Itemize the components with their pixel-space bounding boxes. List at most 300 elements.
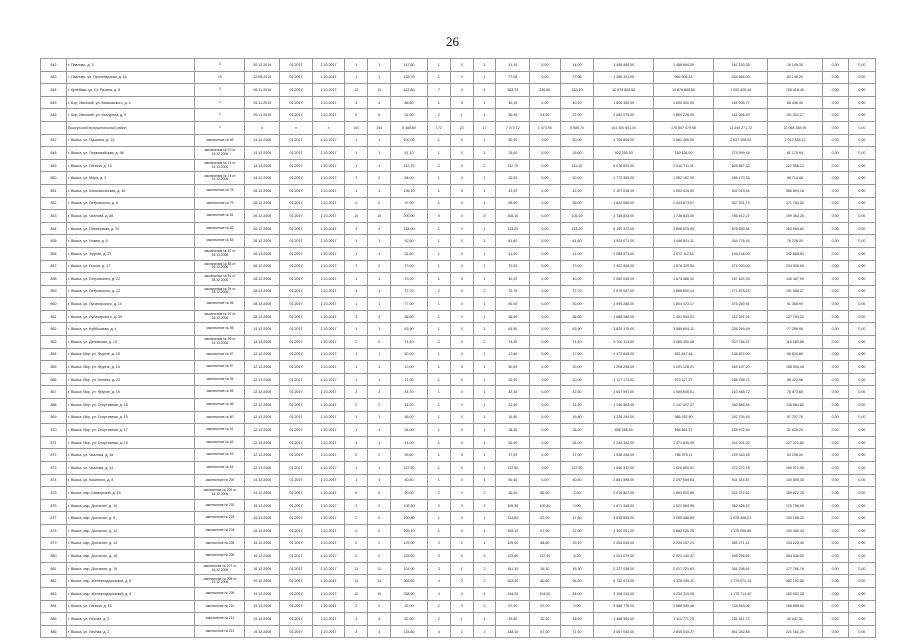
table-cell: 0,00 bbox=[530, 235, 560, 248]
table-cell: 1 bbox=[427, 197, 450, 210]
table-cell: 88,80 bbox=[530, 537, 560, 550]
table-cell: 0,00 bbox=[822, 537, 848, 550]
table-cell: 36,60 bbox=[560, 310, 594, 323]
table-cell: 01.2017 bbox=[280, 96, 313, 109]
table-cell: 2 bbox=[368, 550, 391, 563]
table-cell: г. Выкса, мкр. Досчатое, д. 19 bbox=[67, 562, 195, 575]
table-cell: 1 820 086,00 bbox=[594, 197, 654, 210]
table-cell: 1 866 800,14 bbox=[654, 285, 714, 298]
table-cell: 0,00 bbox=[822, 159, 848, 172]
table-row bbox=[41, 260, 876, 273]
table-cell: заключение № 61 bbox=[195, 424, 245, 437]
table-cell: 1 201 126,21 bbox=[654, 361, 714, 374]
table-cell: 1 bbox=[345, 134, 368, 147]
table-row bbox=[41, 424, 876, 437]
table-cell: 14.12.2006 bbox=[245, 323, 280, 336]
table-cell: 786 912,27 bbox=[713, 210, 767, 223]
table-cell: 01.2017 bbox=[280, 197, 313, 210]
table-cell: 1 226 294,00 bbox=[594, 411, 654, 424]
table-cell: 77,90 bbox=[391, 298, 428, 311]
table-row bbox=[41, 399, 876, 412]
table-cell: г. Выкса, Мкр. ул. Фрунзе, д. 15 bbox=[67, 348, 195, 361]
table-cell: 70,00 bbox=[391, 260, 428, 273]
table-cell: г. Выкса, ул. Ленина, д. 15 bbox=[67, 600, 195, 613]
table-cell: 3,50 bbox=[560, 487, 594, 500]
table-cell: 1 175 714,42 bbox=[713, 587, 767, 600]
table-cell: 01.2017 bbox=[280, 512, 313, 525]
table-cell: 879 bbox=[41, 537, 67, 550]
table-cell: 20,00 bbox=[560, 373, 594, 386]
table-cell: 12.08.2019 bbox=[245, 71, 280, 84]
table-cell: 1 080 606,51 bbox=[654, 386, 714, 399]
table-cell: 114,80 bbox=[496, 512, 530, 525]
table-cell: заключение № 206 bbox=[195, 550, 245, 563]
table-cell: 1 bbox=[473, 386, 496, 399]
table-cell: 2 234 157,21 bbox=[654, 537, 714, 550]
table-cell: 37,00 bbox=[560, 449, 594, 462]
table-cell: 01.2017 bbox=[280, 210, 313, 223]
table-row bbox=[41, 147, 876, 160]
table-cell: 1.10.2017 bbox=[312, 298, 345, 311]
table-cell: заключение № 203 bbox=[195, 512, 245, 525]
table-cell: 2 227 038,00 bbox=[594, 562, 654, 575]
table-cell: 0,00 bbox=[530, 59, 560, 72]
table-cell: 1.10.2017 bbox=[312, 587, 345, 600]
table-cell: 1 bbox=[427, 524, 450, 537]
table-row bbox=[41, 197, 876, 210]
table-cell: 90,00 bbox=[391, 487, 428, 500]
table-cell: 26.12.2006 bbox=[245, 184, 280, 197]
table-cell: 50,00 bbox=[560, 134, 594, 147]
table-cell: 0,00 bbox=[848, 411, 875, 424]
table-cell: 1 bbox=[473, 71, 496, 84]
table-cell: г. Бор, Минский, ул. Мичурина, д. 9 bbox=[67, 109, 195, 122]
table-cell: заключение № 209 bbox=[195, 587, 245, 600]
table-cell: заключение № 76 bbox=[195, 184, 245, 197]
table-cell: 1 bbox=[368, 273, 391, 286]
table-cell: 100,80 bbox=[391, 512, 428, 525]
table-row bbox=[41, 336, 876, 349]
table-cell: 5 588,70 bbox=[560, 121, 594, 134]
table-cell: 60,40 bbox=[391, 474, 428, 487]
table-cell: 4 bbox=[473, 587, 496, 600]
table-cell: г. Выкса, Мкр. ул. Спортивная, д. 15 bbox=[67, 411, 195, 424]
table-cell: 4 bbox=[368, 222, 391, 235]
table-cell: 2 012 835,12 bbox=[768, 134, 822, 147]
table-cell: 20,00 bbox=[496, 373, 530, 386]
table-cell: 863 bbox=[41, 336, 67, 349]
table-cell: 1.10.2017 bbox=[312, 487, 345, 500]
table-cell: 30,00 bbox=[560, 172, 594, 185]
table-cell: 10,00 bbox=[391, 361, 428, 374]
table-cell: 12.12.2006 bbox=[245, 373, 280, 386]
table-cell: 26.11.2019 bbox=[245, 109, 280, 122]
table-cell: заключение № 64 bbox=[195, 462, 245, 475]
table-row bbox=[41, 512, 876, 525]
table-cell: 50,00 bbox=[391, 348, 428, 361]
table-cell: 2 254 045,00 bbox=[594, 537, 654, 550]
table-cell: 340 885,44 bbox=[713, 399, 767, 412]
table-cell: 2 bbox=[450, 537, 473, 550]
table-cell: 1 286 431,00 bbox=[594, 71, 654, 84]
table-cell: 1.10.2017 bbox=[312, 336, 345, 349]
table-cell: 1.10.2017 bbox=[312, 84, 345, 97]
table-row bbox=[41, 96, 876, 109]
table-cell: 3 067 040,00 bbox=[594, 625, 654, 638]
table-cell: 0,00 bbox=[822, 285, 848, 298]
table-cell: 0,00 bbox=[848, 84, 875, 97]
table-cell: 17 bbox=[473, 121, 496, 134]
table-cell: 1 bbox=[427, 361, 450, 374]
table-cell: 2 862 026,26 bbox=[654, 524, 714, 537]
table-cell: 3 bbox=[368, 386, 391, 399]
table-cell: 1 bbox=[427, 71, 450, 84]
table-cell: 1.10.2017 bbox=[312, 134, 345, 147]
table-cell: 3 080 604,11 bbox=[654, 323, 714, 336]
table-cell: 113,20 bbox=[496, 222, 530, 235]
table-cell: 98 714,46 bbox=[768, 172, 822, 185]
table-cell: 19.12.2006 bbox=[245, 587, 280, 600]
table-cell: 104,50 bbox=[530, 587, 560, 600]
table-cell: 0,00 bbox=[848, 575, 875, 588]
table-cell: 117,50 bbox=[391, 462, 428, 475]
table-cell: 1 bbox=[473, 247, 496, 260]
table-cell: 1 978 406,21 bbox=[713, 512, 767, 525]
table-cell: 0,00 bbox=[822, 499, 848, 512]
table-cell: 1 bbox=[368, 134, 391, 147]
table-cell: 2 bbox=[368, 524, 391, 537]
table-cell: 1 bbox=[368, 323, 391, 336]
table-cell: 41,00 bbox=[560, 247, 594, 260]
table-cell: 01.2017 bbox=[280, 436, 313, 449]
table-cell: 0,00 bbox=[822, 474, 848, 487]
table-cell: г. Выкса, мкр. Досчатое, д. 5 bbox=[67, 512, 195, 525]
table-cell: 2 bbox=[427, 109, 450, 122]
resettlement-table bbox=[40, 58, 876, 638]
table-row bbox=[41, 247, 876, 260]
table-cell: 236,80 bbox=[530, 84, 560, 97]
table-cell: 1 bbox=[195, 96, 245, 109]
table-cell: 14 bbox=[368, 575, 391, 588]
table-cell: 1.10.2017 bbox=[312, 159, 345, 172]
table-cell: 0,00 bbox=[822, 109, 848, 122]
table-cell: г. Выкса, Мкр. ул. Фрунзе, д. 15 bbox=[67, 361, 195, 374]
table-cell: 1.10.2017 bbox=[312, 411, 345, 424]
table-cell: 1.10.2017 bbox=[312, 512, 345, 525]
table-cell: 36,30 bbox=[530, 562, 560, 575]
table-cell: 97,50 bbox=[391, 197, 428, 210]
table-cell: 970 117,37 bbox=[654, 373, 714, 386]
table-cell: заключение № 63 bbox=[195, 449, 245, 462]
table-cell: 0 bbox=[450, 71, 473, 84]
table-cell: 0,00 bbox=[848, 550, 875, 563]
table-cell: 63,90 bbox=[560, 323, 594, 336]
table-cell: 16,80 bbox=[496, 411, 530, 424]
table-cell: 451 847,46 bbox=[654, 348, 714, 361]
table-cell: г. Выкса, ул. Чкалова, д. 14 bbox=[67, 462, 195, 475]
table-cell: 1.10.2017 bbox=[312, 273, 345, 286]
table-row bbox=[41, 613, 876, 626]
table-cell: 0,00 bbox=[530, 147, 560, 160]
table-cell: 112,70 bbox=[391, 159, 428, 172]
table-cell: 2 bbox=[368, 260, 391, 273]
table-cell: 80,80 bbox=[530, 575, 560, 588]
table-cell: 12.12.2006 bbox=[245, 462, 280, 475]
table-cell: 96,20 bbox=[560, 575, 594, 588]
table-cell: г. Выкса, ул. Островского, д. 12 bbox=[67, 285, 195, 298]
table-cell: 4 bbox=[345, 96, 368, 109]
table-cell: 0,00 bbox=[822, 197, 848, 210]
table-cell: 01.2017 bbox=[280, 474, 313, 487]
table-cell: 1.10.2017 bbox=[312, 96, 345, 109]
table-cell: 3 bbox=[427, 537, 450, 550]
table-cell: 10 bbox=[368, 587, 391, 600]
table-cell: 37,00 bbox=[496, 449, 530, 462]
table-cell: 26.12.2006 bbox=[245, 247, 280, 260]
table-cell: 1.10.2017 bbox=[312, 386, 345, 399]
table-cell: 2 bbox=[427, 487, 450, 500]
table-cell: 3 bbox=[473, 550, 496, 563]
table-cell: 54,00 bbox=[560, 436, 594, 449]
table-cell: 2 bbox=[345, 449, 368, 462]
table-cell: 1 bbox=[368, 159, 391, 172]
table-cell: 176 756,05 bbox=[768, 499, 822, 512]
table-cell: г. Выкса, ул. Луначарского, д. 14 bbox=[67, 298, 195, 311]
table-cell: 850 bbox=[41, 172, 67, 185]
table-cell: 1.10.2017 bbox=[312, 613, 345, 626]
table-cell: 01.2017 bbox=[280, 235, 313, 248]
table-cell: 77,08 bbox=[496, 71, 530, 84]
table-cell: 2 bbox=[427, 159, 450, 172]
table-cell: 0,00 bbox=[822, 348, 848, 361]
table-cell: 1 bbox=[473, 197, 496, 210]
table-cell: 29,10 bbox=[560, 537, 594, 550]
table-cell: 1 bbox=[368, 298, 391, 311]
table-cell: 303,40 bbox=[496, 575, 530, 588]
table-cell: 36,60 bbox=[496, 310, 530, 323]
table-cell: 2 bbox=[450, 575, 473, 588]
table-cell: 3 806 875,45 bbox=[654, 222, 714, 235]
table-cell: заключение № 96 bbox=[195, 298, 245, 311]
table-cell: 0,00 bbox=[530, 310, 560, 323]
table-cell: 16.12.2006 bbox=[245, 562, 280, 575]
table-cell: 199 363,26 bbox=[768, 210, 822, 223]
table-cell: 0 bbox=[450, 260, 473, 273]
table-cell: 74,40 bbox=[391, 336, 428, 349]
table-cell: 101,90 bbox=[391, 562, 428, 575]
table-cell: 01.2017 bbox=[280, 613, 313, 626]
table-cell: заключение № 55 bbox=[195, 386, 245, 399]
table-cell: 67,00 bbox=[530, 512, 560, 525]
table-cell: 01.2017 bbox=[280, 260, 313, 273]
table-cell: 0,00 bbox=[848, 373, 875, 386]
table-cell: 1 bbox=[427, 147, 450, 160]
table-cell: 105,30 bbox=[391, 499, 428, 512]
table-cell: заключение № 62 bbox=[195, 436, 245, 449]
table-cell: 0,00 bbox=[822, 147, 848, 160]
table-cell: 1.10.2017 bbox=[312, 147, 345, 160]
table-cell: г. Выкса, мкр. Досчатое, д. 12 bbox=[67, 524, 195, 537]
table-cell: 1 021 564,95 bbox=[654, 499, 714, 512]
table-cell: 8 488,80 bbox=[391, 121, 428, 134]
table-row bbox=[41, 222, 876, 235]
table-cell: г. Выкса, ул. Пионерская, д. 70 bbox=[67, 222, 195, 235]
resettlement-table-sheet bbox=[40, 58, 876, 638]
table-cell: 62 146,20 bbox=[768, 71, 822, 84]
table-cell: 2 bbox=[368, 537, 391, 550]
table-cell: г. Выкса, ул. Лесная, д. 2 bbox=[67, 613, 195, 626]
table-cell: 28.12.2006 bbox=[245, 310, 280, 323]
table-cell: 168 500,48 bbox=[768, 361, 822, 374]
table-cell: 1 770 574,13 bbox=[713, 575, 767, 588]
table-cell: 0 bbox=[450, 285, 473, 298]
table-cell: 969 306,43 bbox=[654, 71, 714, 84]
table-cell: 100 bbox=[345, 121, 368, 134]
table-cell: 1 458 684,00 bbox=[654, 59, 714, 72]
table-cell: 55,60 bbox=[391, 449, 428, 462]
table-cell: 1 bbox=[345, 71, 368, 84]
table-cell: 1 bbox=[427, 134, 450, 147]
table-cell: 1.10.2017 bbox=[312, 222, 345, 235]
table-cell: г. Выкса, ул. Мира, д. 2 bbox=[67, 172, 195, 185]
table-cell: 0,00 bbox=[530, 462, 560, 475]
table-cell: 0,00 bbox=[848, 386, 875, 399]
table-cell: 0,00 bbox=[848, 71, 875, 84]
table-cell: заключение № 88 от 26.12.2006 bbox=[195, 260, 245, 273]
table-cell: 01.2017 bbox=[280, 575, 313, 588]
table-cell: 1 bbox=[427, 310, 450, 323]
table-cell: 01.2017 bbox=[280, 411, 313, 424]
table-cell: 4 472 848,00 bbox=[594, 348, 654, 361]
table-cell: 0,00 bbox=[560, 600, 594, 613]
table-cell: 82,90 bbox=[391, 613, 428, 626]
table-cell: 67,50 bbox=[530, 524, 560, 537]
table-cell: 626 887,32 bbox=[713, 159, 767, 172]
table-cell: 19.12.2006 bbox=[245, 625, 280, 638]
table-cell: 2 017 721,63 bbox=[654, 562, 714, 575]
table-cell: 0 bbox=[450, 210, 473, 223]
table-cell: 21,40 bbox=[496, 399, 530, 412]
table-cell: 3 bbox=[345, 310, 368, 323]
table-cell: 58 423,98 bbox=[768, 373, 822, 386]
table-cell: 5 bbox=[345, 487, 368, 500]
table-cell: 1 bbox=[368, 361, 391, 374]
table-cell: 0,00 bbox=[848, 424, 875, 437]
table-cell: 5 150 472,00 bbox=[594, 222, 654, 235]
table-cell: 0,00 bbox=[530, 260, 560, 273]
table-cell: 1 000 426,44 bbox=[713, 84, 767, 97]
table-cell: 0,00 bbox=[822, 524, 848, 537]
table-cell: 2 676 067,00 bbox=[594, 285, 654, 298]
table-cell: 74,40 bbox=[496, 336, 530, 349]
table-cell: 0,00 bbox=[822, 487, 848, 500]
table-cell: 2 961 406,00 bbox=[654, 134, 714, 147]
table-cell: 1 600 300,00 bbox=[654, 96, 714, 109]
table-cell: 0,00 bbox=[848, 361, 875, 374]
table-cell: 0,00 bbox=[530, 424, 560, 437]
table-cell: 421 372,62 bbox=[713, 487, 767, 500]
table-cell: 1 bbox=[427, 512, 450, 525]
table-cell: 2 bbox=[368, 399, 391, 412]
table-cell: 1.10.2017 bbox=[312, 449, 345, 462]
table-cell: 01.2017 bbox=[280, 373, 313, 386]
table-cell: 32,30 bbox=[530, 613, 560, 626]
table-cell: 01.2017 bbox=[280, 298, 313, 311]
table-cell: 0,00 bbox=[530, 210, 560, 223]
table-cell: 1 471 835,40 bbox=[654, 436, 714, 449]
table-cell: 381 256,61 bbox=[713, 562, 767, 575]
table-cell: 4 bbox=[427, 625, 450, 638]
table-row bbox=[41, 373, 876, 386]
table-cell: 6 bbox=[345, 109, 368, 122]
table-cell: 12.12.2006 bbox=[245, 386, 280, 399]
table-cell: 1 bbox=[368, 373, 391, 386]
table-cell: 870 bbox=[41, 424, 67, 437]
table-cell: 4 bbox=[368, 96, 391, 109]
table-cell: 1.10.2017 bbox=[312, 625, 345, 638]
table-cell: 0,00 bbox=[848, 600, 875, 613]
table-cell: 869 bbox=[41, 411, 67, 424]
table-cell: 28.12.2006 bbox=[245, 298, 280, 311]
table-cell: 147,80 bbox=[391, 59, 428, 72]
table-cell: 0,00 bbox=[530, 361, 560, 374]
table-cell: 1 bbox=[345, 436, 368, 449]
table-row bbox=[41, 562, 876, 575]
table-cell: 0 bbox=[450, 273, 473, 286]
table-cell: 0,00 bbox=[848, 222, 875, 235]
table-cell: г. Бор, Минский, ул. Маяковского, д. 4 bbox=[67, 96, 195, 109]
table-cell: 0,00 bbox=[848, 512, 875, 525]
table-cell: 0,00 bbox=[530, 285, 560, 298]
table-cell: 2 bbox=[368, 449, 391, 462]
table-cell: 1.10.2017 bbox=[312, 310, 345, 323]
table-cell: 864 bbox=[41, 348, 67, 361]
table-cell: 36,80 bbox=[391, 310, 428, 323]
table-cell: 2 bbox=[345, 336, 368, 349]
table-cell: 26.11.2019 bbox=[245, 96, 280, 109]
table-cell: 6 bbox=[368, 109, 391, 122]
table-cell: г. Выкса, Мкр. ул. Фрунзе, д. 19 bbox=[67, 386, 195, 399]
table-cell: 842 bbox=[41, 59, 67, 72]
table-cell: 326 269,49 bbox=[713, 323, 767, 336]
table-cell: г. Выкса, ул. Первомайская, д. 98 bbox=[67, 147, 195, 160]
table-cell: г. Выкса, ул. Комсомольская, д. 46 bbox=[67, 184, 195, 197]
table-cell: 125,60 bbox=[496, 550, 530, 563]
table-cell: 1 891 920,88 bbox=[654, 487, 714, 500]
table-cell: г. Выкса, мкр. Досчатое, д. 10 bbox=[67, 499, 195, 512]
table-cell: 59,00 bbox=[496, 197, 530, 210]
table-cell: 12 068 388,99 bbox=[768, 121, 822, 134]
table-cell: 91 308,99 bbox=[768, 298, 822, 311]
table-cell: 3 050 486,80 bbox=[654, 512, 714, 525]
table-cell: 0,00 bbox=[822, 235, 848, 248]
table-cell: 19.12.2006 bbox=[245, 575, 280, 588]
table-cell: 2 bbox=[473, 336, 496, 349]
table-cell: 876 bbox=[41, 499, 67, 512]
table-row bbox=[41, 575, 876, 588]
table-cell: 1 688 286,00 bbox=[594, 310, 654, 323]
table-cell: 0 bbox=[450, 336, 473, 349]
table-cell: 1.10.2017 bbox=[312, 462, 345, 475]
table-cell: 1 208 298,00 bbox=[594, 361, 654, 374]
table-cell: 1 bbox=[427, 273, 450, 286]
table-cell: 3 bbox=[368, 310, 391, 323]
table-row bbox=[41, 587, 876, 600]
table-cell: г. Павлово, д. 3 bbox=[67, 59, 195, 72]
table-cell: 01.2017 bbox=[280, 537, 313, 550]
table-cell: 251 611,72 bbox=[713, 613, 767, 626]
table-cell: 137 754,00 bbox=[768, 310, 822, 323]
